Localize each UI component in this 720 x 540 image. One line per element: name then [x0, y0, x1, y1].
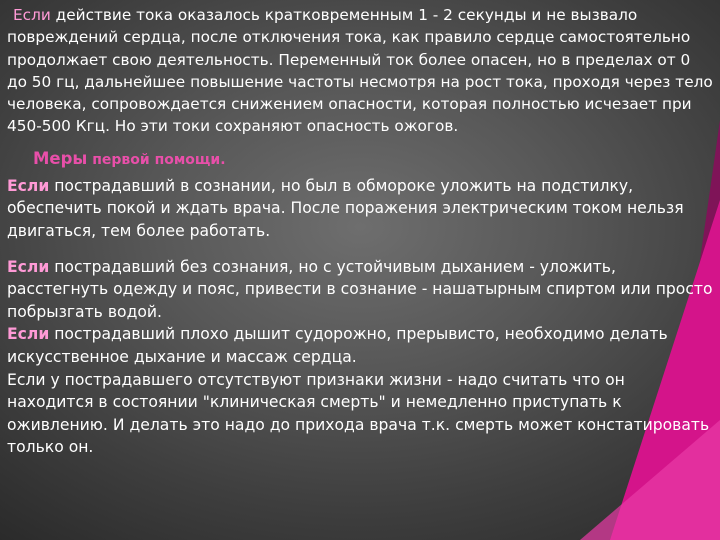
- heading-word1: Меры: [33, 148, 88, 168]
- paragraph-poor-breathing: [7, 323, 715, 368]
- intro-paragraph: [7, 4, 715, 138]
- paragraph-keyword: Если: [7, 325, 50, 344]
- intro-keyword: Если: [13, 6, 51, 24]
- paragraph-conscious: [7, 175, 715, 243]
- paragraph-text: пострадавший в сознании, но был в обмороке уложить на подстилку, обеспечить покой и ждать врача. После поражения электрическим током нельзя двигаться, тем более работать.: [7, 176, 684, 240]
- paragraph-keyword: Если: [7, 257, 50, 276]
- heading-word2: первой помощи.: [87, 151, 226, 168]
- paragraph-spacer: [7, 243, 715, 256]
- paragraph-text: пострадавший плохо дышит судорожно, прерывисто, необходимо делать искусственное дыхание и массаж сердца.: [7, 325, 668, 366]
- paragraph-clinical-death: [7, 369, 715, 459]
- paragraph-unconscious: [7, 256, 715, 324]
- intro-text: действие тока оказалось кратковременным 1 - 2 секунды и не вызвало повреждений сердца, после отключения тока, как правило сердце самостоятельно продолжает свою деятельность. Переменный ток более опасен, но в пределах от 0 до 50 гц, дальнейшее повышение частоты несмотря на рост тока, проходя через тело человека, сопровождается снижением опасности, которая полностью исчезает при 450-500 Кгц. Но эти токи сохраняют опасность ожогов.: [7, 6, 713, 136]
- paragraph-text: Если у пострадавшего отсутствуют признаки жизни - надо считать что он находится в состоянии "клиническая смерть" и немедленно приступать к оживлению. И делать это надо до прихода врача т.к. смерть может констатировать только он.: [7, 370, 710, 457]
- paragraph-keyword: Если: [7, 176, 50, 195]
- section-heading: [33, 148, 715, 171]
- paragraph-text: пострадавший без сознания, но с устойчивым дыханием - уложить, расстегнуть одежду и пояс, привести в сознание - нашатырным спиртом или просто побрызгать водой.: [7, 257, 713, 321]
- slide-content: [7, 4, 715, 459]
